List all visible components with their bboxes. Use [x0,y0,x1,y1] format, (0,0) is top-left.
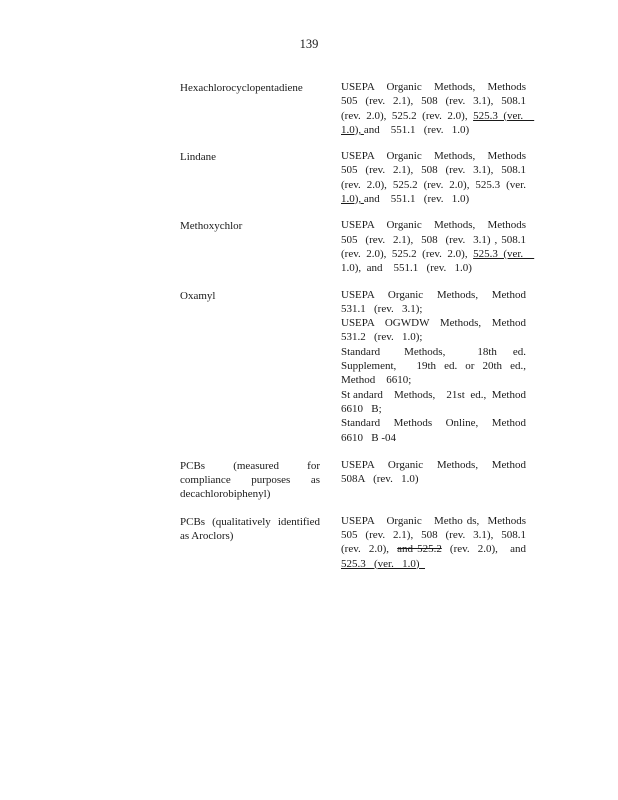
method-line [341,388,526,402]
contaminant-name-line: PCBs (qualitatively identified [180,515,320,528]
method-line [341,218,526,232]
method-line [341,373,526,387]
contaminant-name-line: Lindane [180,151,217,164]
method-text: 525.3 (ver. [473,109,535,122]
table-row [180,149,526,206]
method-line [341,261,526,275]
table-row [180,80,535,137]
contaminant-name [180,458,320,502]
method-text: (rev. 2.0), [341,543,398,556]
method-text: Method 6610; [341,374,412,387]
method-text: 531.1 (rev. 3.1); [341,302,423,315]
analytical-methods [341,149,526,206]
method-line [341,80,526,94]
method-text: 505 (rev. 2.1), 508 (rev. 3.1), 508.1 [341,164,526,177]
method-text: 505 (rev. 2.1), 508 (rev. 3.1), 508.1 [341,95,526,108]
method-text: USEPA Organic Methods, Method [341,288,526,301]
method-line [341,431,526,445]
analytical-methods [341,218,535,275]
analytical-methods [341,514,526,571]
method-line [341,345,526,359]
method-text: 1.0), and 551.1 (rev. 1.0) [341,262,472,275]
method-text: USEPA Organic Methods, Methods [341,81,526,93]
contaminant-name [180,80,320,137]
contaminant-name-line: Methoxychlor [180,220,243,233]
method-text: USEPA OGWDW Methods, Method [341,317,526,330]
method-line [341,402,526,416]
method-text: St andard Methods, 21st ed., Method [341,388,526,401]
method-text: (rev. 2.0), and [441,543,526,556]
method-line [341,192,526,206]
method-text: (rev. 2.0), 525.2 (rev. 2.0), [341,247,474,260]
contaminant-name [180,218,320,275]
method-line [341,233,526,247]
method-line [341,557,526,571]
method-text: 1.0), [341,123,364,136]
method-line [341,458,526,472]
method-text: USEPA Organic Metho ds, Methods [341,514,526,527]
page-number: 139 [299,37,319,51]
method-text: 525.2 [417,543,442,556]
contaminant-name-line: compliance purposes as [180,474,320,487]
contaminant-name-line: Hexachlorocyclopentadiene [180,82,303,94]
method-text: (rev. 2.0), 525.2 (rev. 2.0), 525.3 (ver. [341,178,526,191]
method-line [341,94,526,108]
method-line [341,288,526,302]
method-line [341,149,526,163]
method-line [341,109,535,123]
contaminant-name [180,149,320,206]
method-text: 6610 B -04 [341,431,396,444]
method-line [341,542,526,556]
method-line [341,247,535,261]
method-line [341,359,526,373]
analytical-methods [341,288,526,445]
method-text: 1.0), [341,193,364,206]
method-text: and 551.1 (rev. 1.0) [363,123,470,136]
method-text: and 551.1 (rev. 1.0) [363,193,470,206]
method-line [341,163,526,177]
contaminant-name-line: as Aroclors) [180,530,234,543]
method-text: Standard Methods Online, Method [341,417,526,430]
contaminant-name-line: Oxamyl [180,289,216,302]
method-line [341,528,526,542]
method-text: 505 (rev. 2.1), 508 (rev. 3.1) , 508.1 [341,233,526,246]
method-text: USEPA Organic Methods, Methods [341,219,526,232]
method-line [341,178,526,192]
method-line [341,416,526,430]
method-line [341,472,526,486]
contaminant-name [180,514,320,571]
analytical-methods [341,80,535,137]
method-text: 525.3 (ver. [473,247,535,260]
method-text: USEPA Organic Methods, Methods [341,150,526,163]
contaminant-name-line: PCBs (measured for [180,459,320,472]
method-text: 505 (rev. 2.1), 508 (rev. 3.1), 508.1 [341,529,526,542]
method-line [341,316,526,330]
method-text: (rev. 2.0), 525.2 (rev. 2.0), [341,109,474,122]
method-text: 531.2 (rev. 1.0); [341,331,423,344]
method-text: USEPA Organic Methods, Method [341,458,526,471]
methods-table [180,80,535,583]
table-row [180,458,526,502]
table-row [180,288,526,445]
table-row [180,514,526,571]
method-line [341,302,526,316]
method-text: 508A (rev. 1.0) [341,473,419,486]
method-line [341,514,526,528]
analytical-methods [341,458,526,502]
method-line [341,123,526,137]
method-line [341,330,526,344]
contaminant-name [180,288,320,445]
contaminant-name-line: decachlorobiphenyl) [180,488,271,501]
method-text: 525.3 (ver. 1.0) [341,557,426,570]
method-text: Supplement, 19th ed. or 20th ed., [341,360,526,373]
method-text: Standard Methods, 18th ed. [341,345,526,358]
method-text: and [397,543,418,556]
method-text: 6610 B; [341,402,382,415]
table-row [180,218,535,275]
